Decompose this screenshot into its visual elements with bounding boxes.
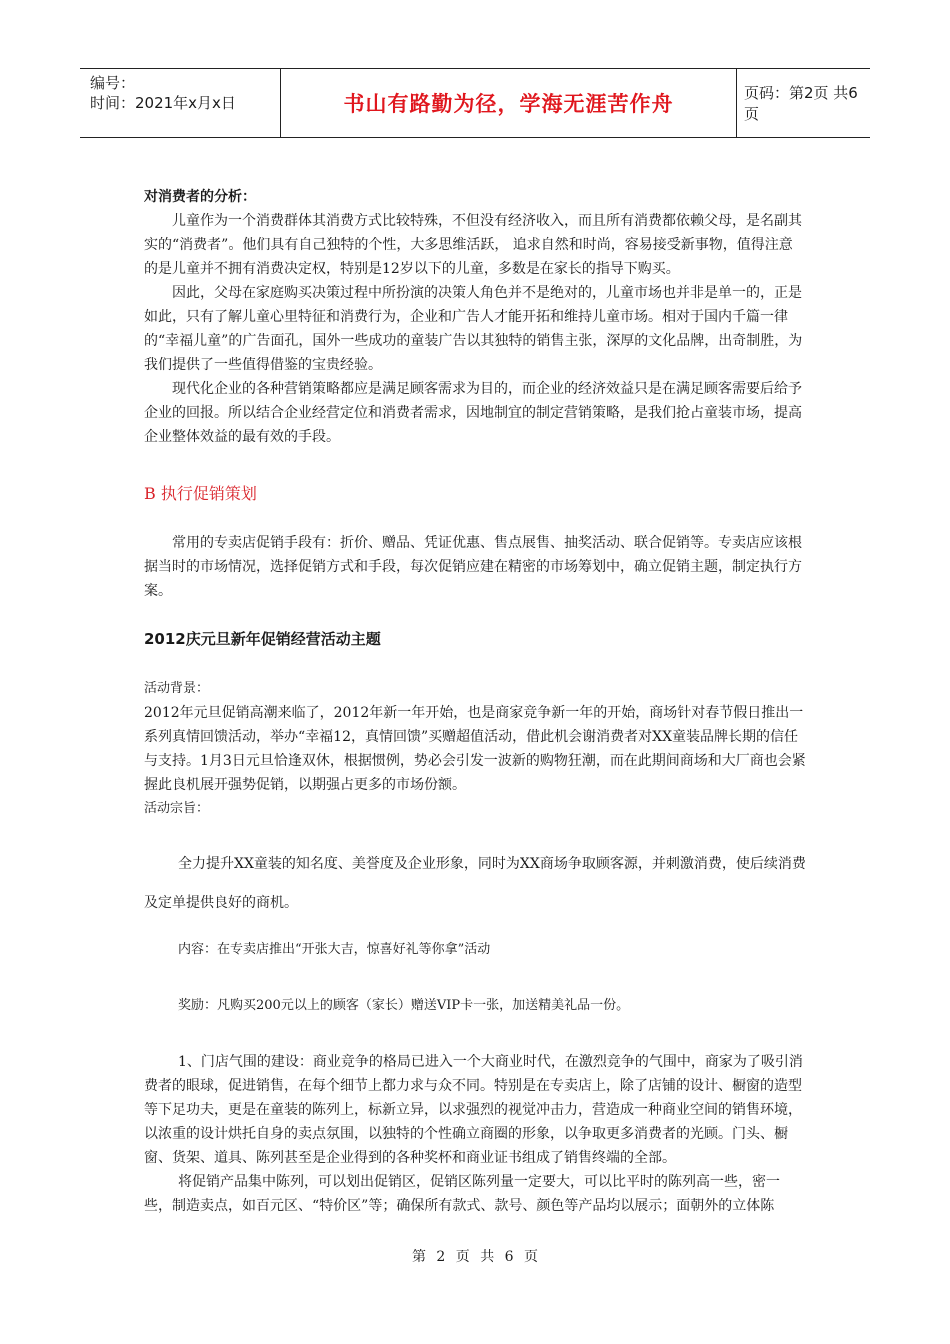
paragraph: 儿童作为一个消费群体其消费方式比较特殊，不但没有经济收入，而且所有消费都依赖父母，是名副其实的“消费者”。他们具有自己独特的个性，大多思维活跃， 追求自然和时尚，容易接受新事物，值得注意的是儿童并不拥有消费决定权，特别是12岁以下的儿童，多数是在家长的指导下购买。 bbox=[144, 213, 802, 277]
number-label: 编号： bbox=[90, 74, 136, 92]
page-label: 页码：第2页 共6页 bbox=[744, 84, 858, 123]
paragraph: 常用的专卖店促销手段有：折价、赠品、凭证优惠、售点展售、抽奖活动、联合促销等。专卖店应该根据当时的市场情况，选择促销方式和手段，每次促销应建在精密的市场筹划中，确立促销主题，制定执行方案。 bbox=[144, 535, 802, 599]
paragraph: 全力提升XX童装的知名度、美誉度及企业形象，同时为XX商场争取顾客源，并刺激消费，使后续消费及定单提供良好的商机。 bbox=[144, 856, 806, 911]
header-page-cell bbox=[736, 69, 870, 137]
promotion-plan-body bbox=[144, 531, 806, 603]
promotion-plan-section bbox=[144, 482, 806, 506]
activity-reward bbox=[144, 994, 806, 1018]
background-label: 活动背景： bbox=[144, 681, 210, 696]
page-footer: 第 2 页 共 6 页 bbox=[411, 1249, 539, 1265]
header-meta bbox=[80, 69, 280, 137]
activity-title-block bbox=[144, 627, 806, 651]
paragraph: 2012年元旦促销高潮来临了，2012年新一年开始，也是商家竞争新一年的开始，商场针对春节假日推出一系列真情回馈活动，举办“幸福12，真情回馈”买赠超值活动，借此机会谢消费者对XX童装品牌长期的信任与支持。1月3日元旦恰逢双休，根据惯例，势必会引发一波新的购物狂潮，而在此期间商场和大厂商也会紧握此良机展开强势促销，以期强占更多的市场份额。 bbox=[144, 705, 806, 793]
paragraph: 现代化企业的各种营销策略都应是满足顾客需求为目的，而企业的经济效益只是在满足顾客需要后给予企业的回报。所以结合企业经营定位和消费者需求，因地制宜的制定营销策略，是我们抢占童装市场，提高企业整体效益的最有效的手段。 bbox=[144, 381, 802, 445]
document-header bbox=[80, 68, 870, 138]
content-line: 内容：在专卖店推出“开张大吉，惊喜好礼等你拿”活动 bbox=[178, 942, 491, 957]
activity-aim bbox=[144, 845, 806, 923]
activity-background bbox=[144, 677, 806, 821]
header-motto-cell bbox=[280, 69, 737, 137]
activity-title: 2012庆元旦新年促销经营活动主题 bbox=[144, 630, 381, 648]
aim-label: 活动宗旨： bbox=[144, 801, 210, 816]
consumer-analysis-section bbox=[144, 185, 806, 449]
store-atmosphere bbox=[144, 1050, 806, 1218]
section-heading: 对消费者的分析： bbox=[144, 189, 256, 205]
section-heading: B 执行促销策划 bbox=[144, 484, 257, 503]
paragraph: 1、门店气围的建设：商业竞争的格局已进入一个大商业时代，在激烈竞争的气围中，商家为了吸引消费者的眼球，促进销售，在每个细节上都力求与众不同。特别是在专卖店上，除了店铺的设计、橱窗的造型等下足功夫，更是在童装的陈列上，标新立异，以求强烈的视觉冲击力，营造成一种商业空间的销售环境，以浓重的设计烘托自身的卖点氛围，以独特的个性确立商圈的形象，以争取更多消费者的光顾。门头、橱窗、货架、道具、陈列甚至是企业得到的各种奖杯和商业证书组成了销售终端的全部。 bbox=[144, 1054, 803, 1166]
paragraph: 将促销产品集中陈列，可以划出促销区，促销区陈列量一定要大，可以比平时的陈列高一些，密一些，制造卖点，如百元区、“特价区”等；确保所有款式、款号、颜色等产品均以展示；面朝外的立体陈 bbox=[144, 1174, 780, 1214]
time-label: 时间：2021年x月x日 bbox=[90, 94, 236, 112]
paragraph: 因此，父母在家庭购买决策过程中所扮演的决策人角色并不是绝对的，儿童市场也并非是单一的，正是如此，只有了解儿童心里特征和消费行为，企业和广告人才能开拓和维持儿童市场。相对于国内千篇一律的“幸福儿童”的广告面孔，国外一些成功的童装广告以其独特的销售主张，深厚的文化品牌，出奇制胜，为我们提供了一些值得借鉴的宝贵经验。 bbox=[144, 285, 803, 373]
activity-content bbox=[144, 938, 806, 962]
header-motto: 书山有路勤为径，学海无涯苦作舟 bbox=[343, 92, 674, 116]
reward-line: 奖励：凡购买200元以上的顾客（家长）赠送VIP卡一张，加送精美礼品一份。 bbox=[178, 998, 630, 1013]
